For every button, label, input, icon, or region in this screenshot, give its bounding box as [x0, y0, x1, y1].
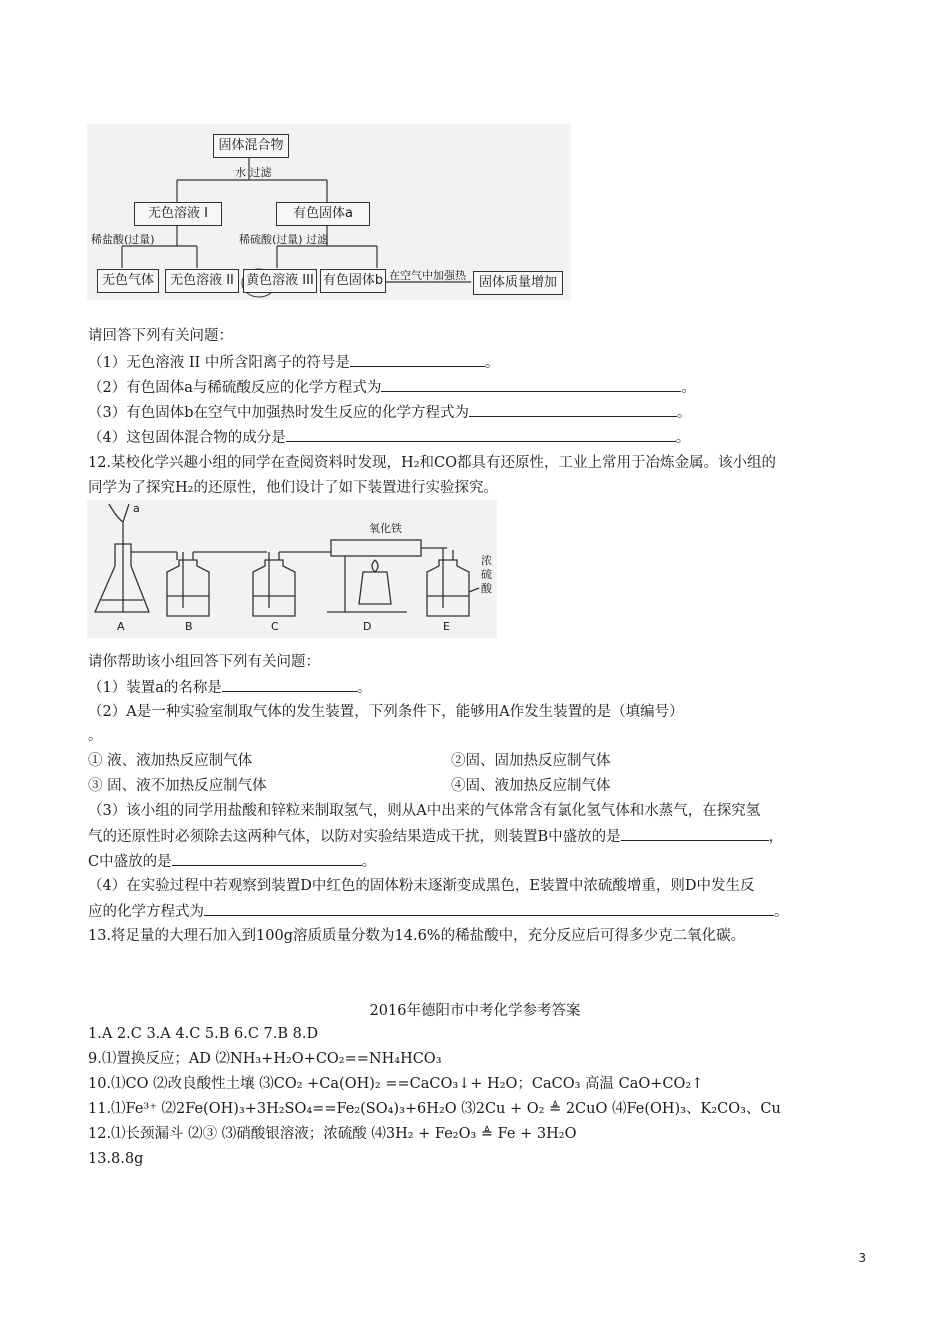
q12-option-4: ④固、液加热反应制气体 — [451, 778, 611, 794]
q12-intro: 请你帮助该小组回答下列有关问题： — [88, 654, 320, 670]
q12-stem-line1: 12.某校化学兴趣小组的同学在查阅资料时发现，H₂和CO都具有还原性，工业上常用于冶炼金属。该小组的 — [88, 455, 776, 471]
q12-part3-comma: ， — [768, 829, 784, 845]
q11-part3-text: （3）有色固体b在空气中加强热时发生反应的化学方程式为 — [88, 405, 470, 421]
q12-part3-text: 气的还原性时必须除去这两种气体，以防对实验结果造成干扰，则装置B中盛放的是 — [88, 829, 621, 845]
q11-part4-end: 。 — [675, 430, 691, 446]
answer-13: 13.8.8g — [88, 1151, 144, 1167]
label-C: C — [271, 620, 279, 633]
q12-part1 — [88, 677, 371, 698]
label-water-filter: 水 过滤 — [235, 166, 272, 179]
node-colorless-gas: 无色气体 — [97, 269, 159, 293]
label-D: D — [363, 620, 372, 633]
answer-blank[interactable] — [204, 901, 774, 916]
label-a: a — [133, 502, 140, 515]
apparatus-drawing — [87, 500, 497, 638]
node-mass-increase: 固体质量增加 — [473, 271, 563, 295]
answers-title: 2016年德阳市中考化学参考答案 — [369, 1003, 581, 1019]
q12-part2-end: 。 — [88, 728, 103, 744]
label-iron-oxide: 氧化铁 — [369, 522, 402, 535]
q11-part2 — [88, 377, 696, 398]
answer-blank[interactable] — [381, 377, 681, 392]
q12-option-1: ① 液、液加热反应制气体 — [88, 753, 253, 769]
q13-stem: 13.将足量的大理石加入到100g溶质质量分数为14.6%的稀盐酸中，充分反应后可得多少克二氧化碳。 — [88, 928, 746, 944]
answer-9: 9.⑴置换反应；AD ⑵NH₃+H₂O+CO₂==NH₄HCO₃ — [88, 1051, 442, 1067]
q12-part4-line1: （4）在实验过程中若观察到装置D中红色的固体粉末逐渐变成黑色，E装置中浓硫酸增重，则D中发生反 — [88, 878, 755, 894]
q12-part2: （2）A是一种实验室制取气体的发生装置，下列条件下，能够用A作发生装置的是（填编号） — [88, 704, 684, 720]
node-colored-solid-a: 有色固体a — [276, 202, 370, 226]
q11-part3 — [88, 402, 692, 423]
q11-part4 — [88, 427, 690, 448]
label-conc-sulfuric-acid: 浓硫酸 — [481, 554, 492, 595]
q12-option-2: ②固、固加热反应制气体 — [451, 753, 611, 769]
q11-part1-text: （1）无色溶液 II 中所含阳离子的符号是 — [88, 355, 350, 371]
q12-part4-line2 — [88, 901, 789, 922]
label-dilute-h2so4: 稀硫酸(过量) 过滤 — [239, 233, 329, 246]
q12-part3-line1: （3）该小组的同学用盐酸和锌粒来制取氢气，则从A中出来的气体常含有氯化氢气体和水蒸气，在探究氢 — [88, 803, 761, 819]
answer-12: 12.⑴长颈漏斗 ⑵③ ⑶硝酸银溶液；浓硫酸 ⑷3H₂ + Fe₂O₃ ≜ Fe + 3H₂O — [88, 1126, 577, 1142]
q12-part3-line2 — [88, 826, 783, 847]
label-B: B — [185, 620, 193, 633]
flowchart-figure — [87, 124, 571, 300]
q12-option-3: ③ 固、液不加热反应制气体 — [88, 778, 267, 794]
page-number: 3 — [858, 1251, 866, 1265]
q11-intro: 请回答下列有关问题： — [88, 328, 233, 344]
answer-blank[interactable] — [222, 677, 357, 692]
answer-blank[interactable] — [350, 352, 485, 367]
label-A: A — [117, 620, 125, 633]
answer-1-8: 1.A 2.C 3.A 4.C 5.B 6.C 7.B 8.D — [88, 1026, 319, 1042]
q11-part2-text: （2）有色固体a与稀硫酸反应的化学方程式为 — [88, 380, 382, 396]
q12-part3-line3 — [88, 851, 376, 872]
q12-part3c-end: 。 — [361, 854, 377, 870]
q12-part4-text: 应的化学方程式为 — [88, 904, 204, 920]
q11-part1-end: 。 — [484, 355, 500, 371]
answer-blank[interactable] — [469, 402, 677, 417]
node-solid-mixture: 固体混合物 — [213, 134, 289, 158]
q11-part3-end: 。 — [677, 405, 692, 421]
answer-blank[interactable] — [172, 851, 362, 866]
label-dilute-hcl: 稀盐酸(过量) — [91, 233, 155, 246]
answer-blank[interactable] — [286, 427, 676, 442]
q12-part3c-text: C中盛放的是 — [88, 854, 172, 870]
answer-blank[interactable] — [621, 826, 769, 841]
label-heat-in-air: 在空气中加强热 — [389, 269, 466, 282]
node-colored-solid-b: 有色固体b — [320, 269, 386, 293]
q11-part2-end: 。 — [681, 380, 696, 396]
answer-10: 10.⑴CO ⑵改良酸性土壤 ⑶CO₂ +Ca(OH)₂ ==CaCO₃↓+ H₂O；CaCO₃ 高温 CaO+CO₂↑ — [88, 1076, 704, 1092]
q11-part1 — [88, 352, 499, 373]
q12-part4-end: 。 — [774, 904, 789, 920]
label-E: E — [443, 620, 450, 633]
q12-stem-line2: 同学为了探究H₂的还原性，他们设计了如下装置进行实验探究。 — [88, 480, 498, 496]
q12-part1-end: 。 — [356, 680, 372, 696]
node-colorless-solution-1: 无色溶液 I — [134, 202, 222, 226]
q11-part4-text: （4）这包固体混合物的成分是 — [88, 430, 286, 446]
q12-part1-text: （1）装置a的名称是 — [88, 680, 222, 696]
node-yellow-solution-3: 黄色溶液 III — [243, 269, 317, 293]
node-colorless-solution-2: 无色溶液 II — [165, 269, 239, 293]
apparatus-figure — [87, 500, 497, 638]
answer-11: 11.⑴Fe³⁺ ⑵2Fe(OH)₃+3H₂SO₄==Fe₂(SO₄)₃+6H₂O ⑶2Cu + O₂ ≜ 2CuO ⑷Fe(OH)₃、K₂CO₃、Cu — [88, 1101, 781, 1117]
